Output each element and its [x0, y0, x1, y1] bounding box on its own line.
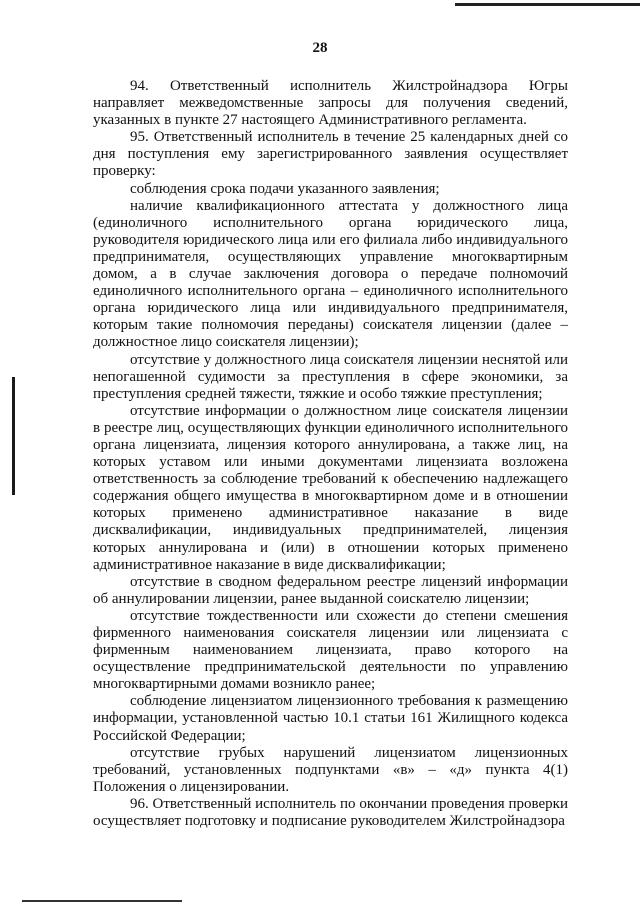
list-item: отсутствие в сводном федеральном реестре лицензий информации об аннулировании лицензии, ранее выданной соискателю лицензии; [93, 573, 568, 607]
paragraph-95: 95. Ответственный исполнитель в течение 25 календарных дней со дня поступления ему зарегистрированного заявления осуществляет проверку: [93, 129, 568, 180]
list-item: наличие квалификационного аттестата у должностного лица (единоличного исполнительного органа юридического лица, руководителя юридического лица или его филиала либо индивидуального предпринимателя, осуществляющих управление многоквартирным домом, а в случае заключения договора о передаче полномочий единоличного исполнительного органа – единоличного исполнительного органа юридического лица или индивидуального предпринимателя, которым такие полномочия переданы) соискателя лицензии (далее – должностное лицо соискателя лицензии); [93, 197, 568, 351]
document-body [93, 78, 568, 830]
scan-artifact-bottom-line [22, 900, 182, 902]
list-item: отсутствие тождественности или схожести до степени смешения фирменного наименования соискателя лицензии или лицензиата с фирменным наименованием лицензиата, право которого на осуществление предпринимательской деятельности по управлению многоквартирными домами возникло ранее; [93, 607, 568, 693]
list-item: отсутствие информации о должностном лице соискателя лицензии в реестре лиц, осуществляющих функции единоличного исполнительного органа лицензиата, лицензия которого аннулирована, а также лиц, на которых уставом или иными документами лицензиата возложена ответственность за соблюдение требований к обеспечению надлежащего содержания общего имущества в многоквартирном доме и в отношении которых применено административное наказание в виде дисквалификации, индивидуальных предпринимателей, лицензия которых аннулирована и (или) в отношении которых применено административное наказание в виде дисквалификации; [93, 402, 568, 573]
paragraph-96: 96. Ответственный исполнитель по окончании проведения проверки осуществляет подготовку и подписание руководителем Жилстройнадзора [93, 795, 568, 830]
scan-artifact-top-line [455, 3, 640, 6]
list-item: отсутствие у должностного лица соискателя лицензии неснятой или непогашенной судимости за преступления в сфере экономики, за преступления средней тяжести, тяжкие и особо тяжкие преступления; [93, 351, 568, 402]
page-number: 28 [312, 40, 328, 56]
paragraph-94: 94. Ответственный исполнитель Жилстройнадзора Югры направляет межведомственные запросы для получения сведений, указанных в пункте 27 настоящего Административного регламента. [93, 78, 568, 129]
list-item: отсутствие грубых нарушений лицензиатом лицензионных требований, установленных подпунктами «в» – «д» пункта 4(1) Положения о лицензировании. [93, 744, 568, 795]
list-item: соблюдения срока подачи указанного заявления; [130, 180, 440, 197]
list-item: соблюдение лицензиатом лицензионного требования к размещению информации, установленной частью 10.1 статьи 161 Жилищного кодекса Российской Федерации; [93, 693, 568, 744]
scan-artifact-left-bar [12, 377, 15, 495]
